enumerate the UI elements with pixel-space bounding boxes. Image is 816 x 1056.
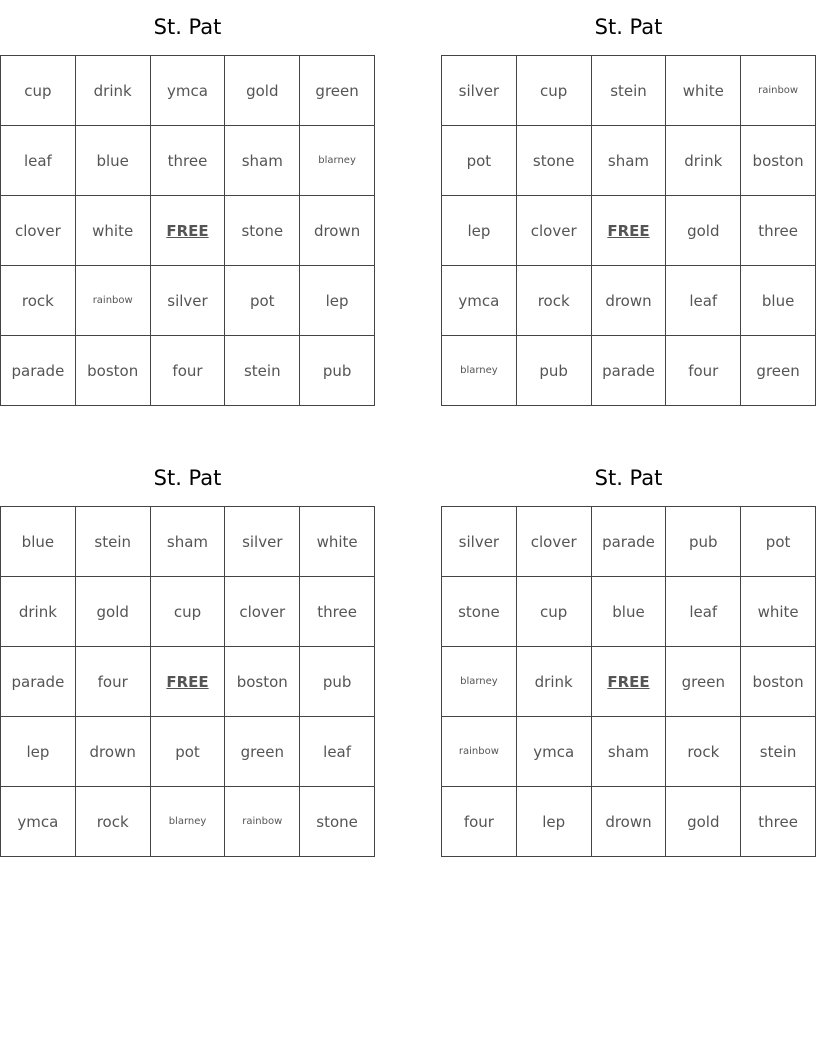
- bingo-cell: clover: [517, 507, 592, 577]
- bingo-cell: four: [151, 336, 226, 406]
- bingo-cell: green: [300, 56, 375, 126]
- bingo-cell: four: [76, 647, 151, 717]
- bingo-cell: parade: [592, 507, 667, 577]
- bingo-cell: pot: [151, 717, 226, 787]
- bingo-cell: blue: [76, 126, 151, 196]
- bingo-cell: drink: [76, 56, 151, 126]
- bingo-cell: stone: [225, 196, 300, 266]
- bingo-cell: drown: [76, 717, 151, 787]
- card-title: St. Pat: [153, 466, 222, 490]
- bingo-cell: sham: [151, 507, 226, 577]
- bingo-cell: three: [741, 196, 816, 266]
- bingo-cell: drink: [666, 126, 741, 196]
- bingo-cell: parade: [592, 336, 667, 406]
- bingo-cell: blue: [741, 266, 816, 336]
- bingo-grid: [441, 506, 816, 857]
- bingo-cell: sham: [592, 126, 667, 196]
- bingo-cell: clover: [1, 196, 76, 266]
- bingo-cell: stone: [442, 577, 517, 647]
- bingo-cell: white: [76, 196, 151, 266]
- bingo-cell: cup: [1, 56, 76, 126]
- bingo-cell: sham: [592, 717, 667, 787]
- bingo-cell: drown: [592, 266, 667, 336]
- bingo-cell: pub: [300, 647, 375, 717]
- bingo-cell: three: [151, 126, 226, 196]
- bingo-cell: silver: [225, 507, 300, 577]
- bingo-cell: rock: [517, 266, 592, 336]
- bingo-cell: gold: [666, 787, 741, 857]
- bingo-cell: drown: [300, 196, 375, 266]
- bingo-card-1: [0, 0, 375, 406]
- bingo-cell: stone: [300, 787, 375, 857]
- bingo-cell: lep: [442, 196, 517, 266]
- bingo-cell: leaf: [666, 266, 741, 336]
- bingo-cell: three: [300, 577, 375, 647]
- free-cell: FREE: [151, 196, 226, 266]
- bingo-cell: rainbow: [741, 56, 816, 126]
- bingo-cell: leaf: [666, 577, 741, 647]
- bingo-cell: ymca: [151, 56, 226, 126]
- bingo-cell: drown: [592, 787, 667, 857]
- bingo-grid: [441, 55, 816, 406]
- bingo-card-2: [441, 0, 816, 406]
- bingo-cell: cup: [517, 577, 592, 647]
- bingo-cell: green: [225, 717, 300, 787]
- bingo-cell: clover: [517, 196, 592, 266]
- bingo-cell: pub: [666, 507, 741, 577]
- bingo-cell: cup: [517, 56, 592, 126]
- bingo-cell: pot: [442, 126, 517, 196]
- bingo-cell: white: [300, 507, 375, 577]
- bingo-cell: blarney: [151, 787, 226, 857]
- bingo-cell: rainbow: [225, 787, 300, 857]
- bingo-cell: pot: [741, 507, 816, 577]
- card-title: St. Pat: [153, 15, 222, 39]
- bingo-cell: leaf: [300, 717, 375, 787]
- bingo-cell: boston: [741, 647, 816, 717]
- bingo-cell: blarney: [442, 647, 517, 717]
- bingo-cell: silver: [442, 56, 517, 126]
- free-cell: FREE: [592, 196, 667, 266]
- bingo-cell: boston: [76, 336, 151, 406]
- bingo-cell: stein: [741, 717, 816, 787]
- bingo-cell: gold: [76, 577, 151, 647]
- bingo-cell: white: [666, 56, 741, 126]
- bingo-card-3: [0, 451, 375, 857]
- bingo-cell: blue: [592, 577, 667, 647]
- free-cell: FREE: [151, 647, 226, 717]
- bingo-cell: silver: [442, 507, 517, 577]
- bingo-cell: silver: [151, 266, 226, 336]
- bingo-cell: drink: [1, 577, 76, 647]
- bingo-cell: four: [666, 336, 741, 406]
- bingo-cell: stein: [225, 336, 300, 406]
- bingo-cell: clover: [225, 577, 300, 647]
- card-title: St. Pat: [594, 15, 663, 39]
- bingo-cell: stein: [76, 507, 151, 577]
- bingo-cell: gold: [225, 56, 300, 126]
- bingo-cell: cup: [151, 577, 226, 647]
- bingo-cell: blarney: [300, 126, 375, 196]
- bingo-cell: stone: [517, 126, 592, 196]
- bingo-cell: rock: [1, 266, 76, 336]
- bingo-cell: blarney: [442, 336, 517, 406]
- bingo-cell: ymca: [442, 266, 517, 336]
- bingo-cell: boston: [741, 126, 816, 196]
- bingo-cell: lep: [300, 266, 375, 336]
- bingo-cell: rainbow: [442, 717, 517, 787]
- bingo-cell: four: [442, 787, 517, 857]
- bingo-cell: sham: [225, 126, 300, 196]
- bingo-cell: gold: [666, 196, 741, 266]
- bingo-cell: boston: [225, 647, 300, 717]
- bingo-grid: [0, 506, 375, 857]
- bingo-cell: rainbow: [76, 266, 151, 336]
- free-cell: FREE: [592, 647, 667, 717]
- bingo-grid: [0, 55, 375, 406]
- bingo-cell: green: [666, 647, 741, 717]
- bingo-cell: pub: [300, 336, 375, 406]
- bingo-cell: lep: [1, 717, 76, 787]
- bingo-cell: pot: [225, 266, 300, 336]
- bingo-cell: ymca: [1, 787, 76, 857]
- bingo-cell: green: [741, 336, 816, 406]
- bingo-cell: stein: [592, 56, 667, 126]
- bingo-cell: parade: [1, 336, 76, 406]
- bingo-cell: drink: [517, 647, 592, 717]
- bingo-card-4: [441, 451, 816, 857]
- card-title: St. Pat: [594, 466, 663, 490]
- bingo-cell: parade: [1, 647, 76, 717]
- bingo-cell: white: [741, 577, 816, 647]
- bingo-cell: leaf: [1, 126, 76, 196]
- bingo-cell: blue: [1, 507, 76, 577]
- bingo-cell: lep: [517, 787, 592, 857]
- bingo-cell: rock: [76, 787, 151, 857]
- bingo-cell: three: [741, 787, 816, 857]
- bingo-cell: pub: [517, 336, 592, 406]
- bingo-cell: ymca: [517, 717, 592, 787]
- bingo-cell: rock: [666, 717, 741, 787]
